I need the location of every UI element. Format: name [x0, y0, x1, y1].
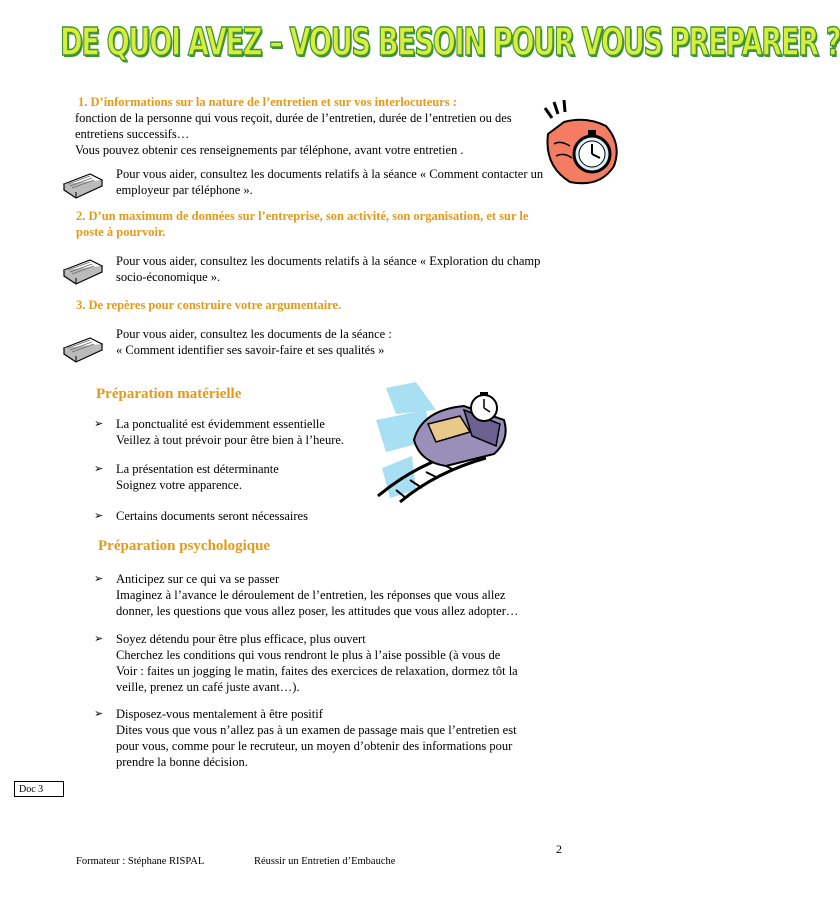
footer-document-title: Réussir un Entretien d’Embauche [254, 856, 396, 867]
section-2-help-line-1: Pour vous aider, consultez les documents relatifs à la séance « Exploration du champ [116, 254, 541, 268]
bullet-arrow-icon: ➢ [94, 463, 104, 475]
materielle-heading: Préparation matérielle [96, 386, 242, 402]
list-item: ➢ Anticipez sur ce qui va se passer Imaginez à l’avance le déroulement de l’entretien, les réponses que vous allez donner, les questions que vous allez poser, les attitudes que vous allez adopter… [94, 572, 519, 618]
bullet-arrow-icon: ➢ [94, 418, 104, 430]
section-1-heading: 1. D’informations sur la nature de l’entretien et sur vos interlocuteurs : [78, 95, 457, 109]
stopwatch-hand-illustration [540, 96, 626, 188]
list-item: ➢ Soyez détendu pour être plus efficace, plus ouvert Cherchez les conditions qui vous rendront le plus à l’aise possible (à vous de Voir : faites un jogging le matin, faites des exercices de relaxation, dormez tôt la veille, prenez un café juste avant…). [94, 632, 518, 694]
section-2-help-line-2: socio-économique ». [116, 270, 221, 284]
page-number: 2 [556, 842, 562, 856]
section-3-help-line-1: Pour vous aider, consultez les documents de la séance : [116, 327, 392, 341]
bullet-arrow-icon: ➢ [94, 573, 104, 585]
list-item: ➢ La présentation est déterminante Soignez votre apparence. [94, 462, 279, 492]
train-clock-illustration [376, 380, 522, 504]
book-icon [62, 334, 104, 364]
doc-label: Doc 3 [14, 781, 64, 797]
list-item: ➢ La ponctualité est évidemment essentielle Veillez à tout prévoir pour être bien à l’heure. [94, 417, 345, 447]
section-1-help-line-2: employeur par téléphone ». [116, 183, 253, 197]
section-1-line-1: fonction de la personne qui vous reçoit, durée de l’entretien, durée de l’entretien ou des [75, 111, 512, 125]
book-icon [62, 256, 104, 286]
bullet-arrow-icon: ➢ [94, 510, 104, 522]
section-3-heading: 3. De repères pour construire votre argumentaire. [76, 298, 342, 312]
section-3-help-line-2: « Comment identifier ses savoir-faire et ses qualités » [116, 343, 385, 357]
section-1-line-3: Vous pouvez obtenir ces renseignements par téléphone, avant votre entretien . [75, 143, 464, 157]
section-2-heading-line-1: 2. D’un maximum de données sur l’entreprise, son activité, son organisation, et sur le [76, 209, 529, 223]
list-item: ➢ Disposez-vous mentalement à être positif Dites vous que vous n’allez pas à un examen de passage mais que l’entretien est pour vous, comme pour le recruteur, un moyen d’obtenir des informations pour prendre la bonne décision. [94, 707, 517, 769]
list-item: ➢ Certains documents seront nécessaires [94, 509, 308, 523]
bullet-arrow-icon: ➢ [94, 633, 104, 645]
section-1-help-line-1: Pour vous aider, consultez les documents relatifs à la séance « Comment contacter un [116, 167, 544, 181]
footer-author: Formateur : Stéphane RISPAL [76, 856, 205, 867]
page-title: DE QUOI AVEZ – VOUS BESOIN POUR VOUS PREPARER ? [60, 20, 840, 64]
section-1-line-2: entretiens successifs… [75, 127, 190, 141]
section-2-heading-line-2: poste à pourvoir. [76, 225, 166, 239]
book-icon [62, 170, 104, 200]
bullet-arrow-icon: ➢ [94, 708, 104, 720]
psycho-heading: Préparation psychologique [98, 538, 271, 554]
